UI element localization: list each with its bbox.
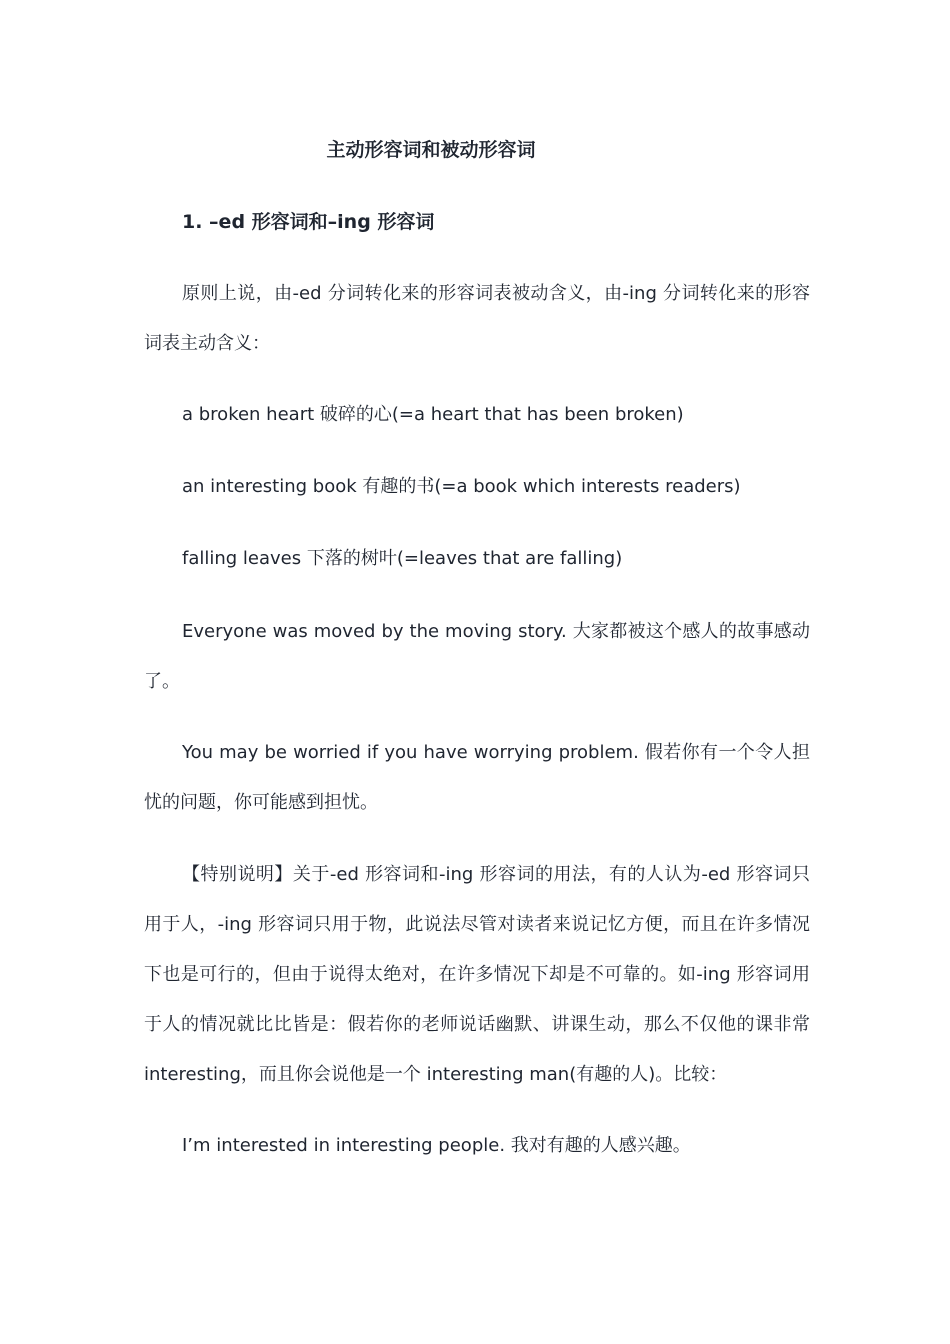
example-interesting-people: I’m interested in interesting people. 我对有趣的人感兴趣。	[182, 1135, 691, 1156]
example-broken-heart: a broken heart 破碎的心(=a heart that has been broken)	[182, 404, 684, 425]
example-worrying-problem: You may be worried if you have worrying problem. 假若你有一个令人担忧的问题，你可能感到担忧。	[144, 742, 810, 813]
section-heading: 1. –ed 形容词和–ing 形容词	[182, 211, 435, 233]
example-falling-leaves: falling leaves 下落的树叶(=leaves that are falling)	[182, 548, 623, 569]
paragraph-principle: 原则上说，由-ed 分词转化来的形容词表被动含义，由-ing 分词转化来的形容词表主动含义：	[144, 283, 810, 354]
document-title: 主动形容词和被动形容词	[326, 139, 536, 161]
example-interesting-book: an interesting book 有趣的书(=a book which interests readers)	[182, 476, 741, 497]
example-moving-story: Everyone was moved by the moving story. 大家都被这个感人的故事感动了。	[144, 621, 810, 692]
special-note-paragraph: 【特别说明】关于-ed 形容词和-ing 形容词的用法，有的人认为-ed 形容词只用于人，-ing 形容词只用于物，此说法尽管对读者来说记忆方便，而且在许多情况下也是可行的，但由于说得太绝对，在许多情况下却是不可靠的。如-ing 形容词用于人的情况就比比皆是：假若你的老师说话幽默、讲课生动，那么不仅他的课非常 interesting，而且你会说他是一个 interesting man(有趣的人)。比较：	[144, 864, 810, 1085]
